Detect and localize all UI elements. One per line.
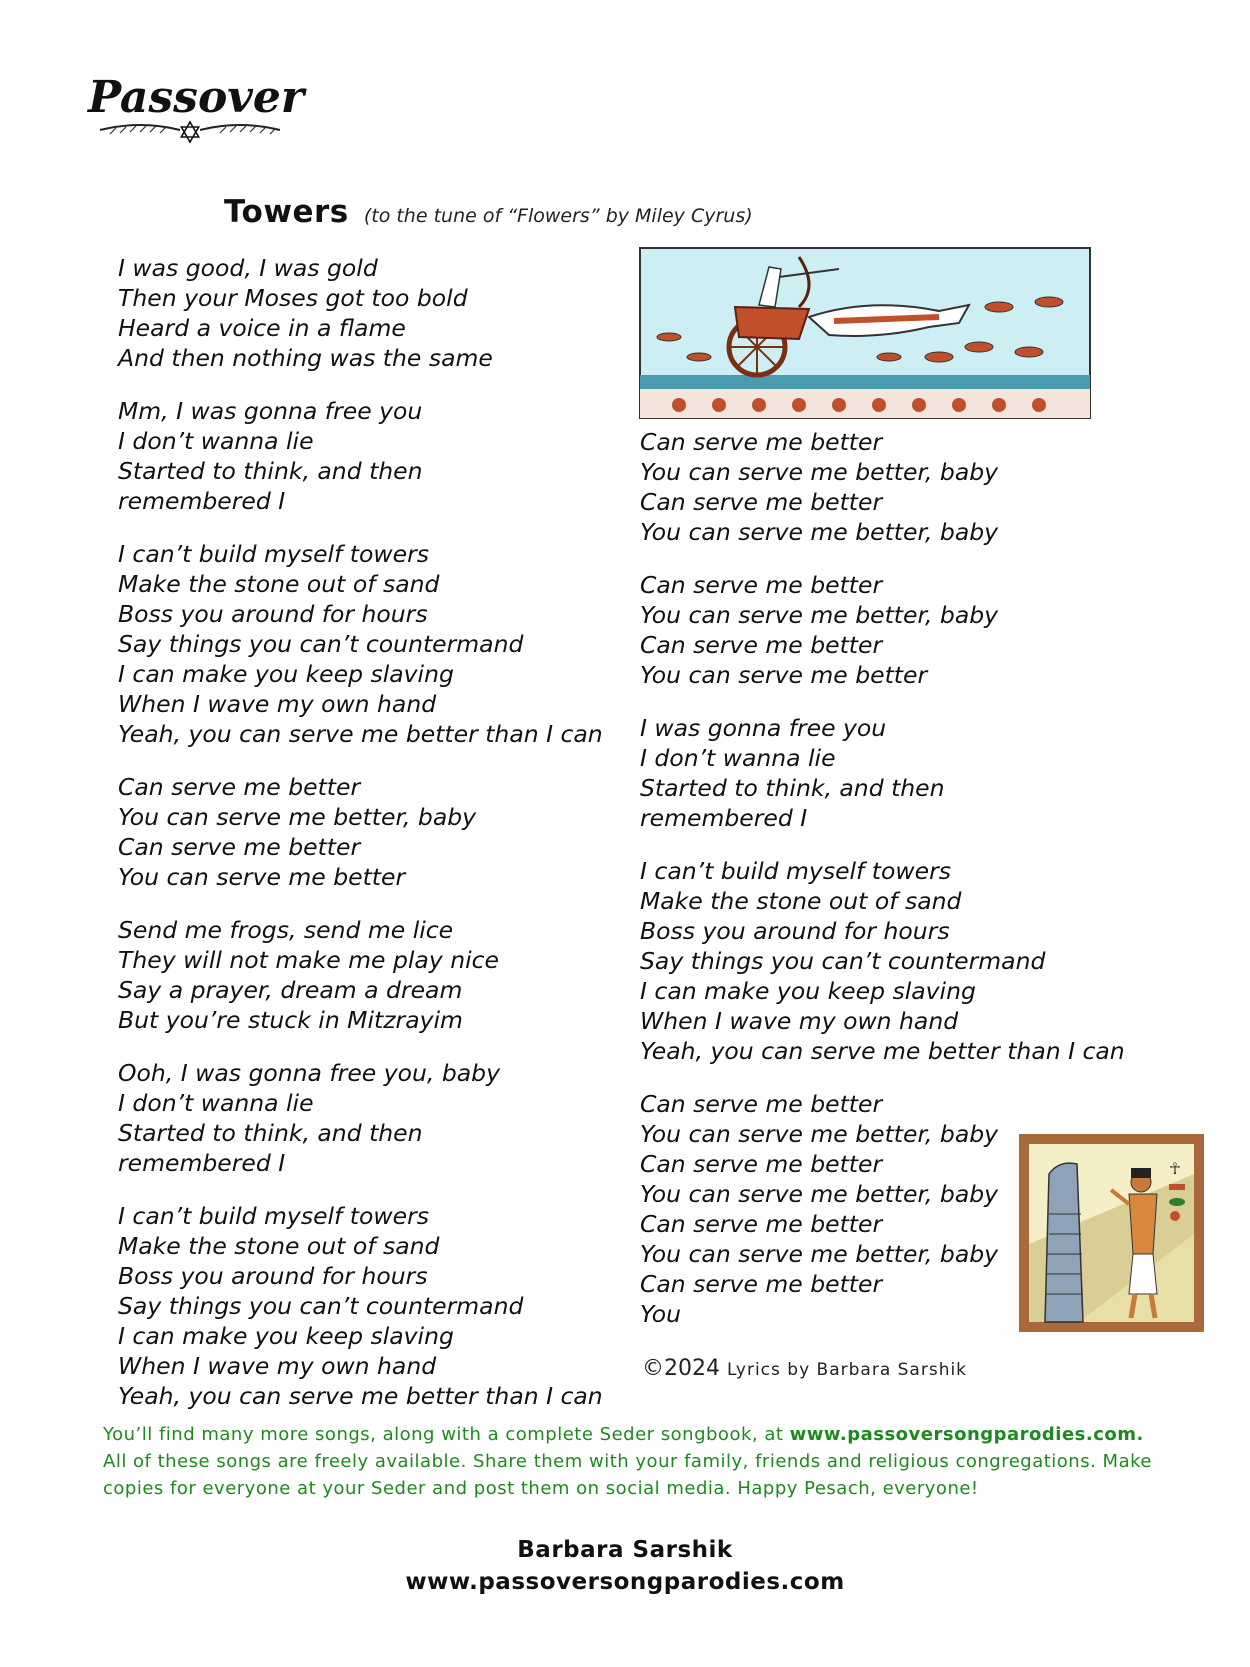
lyric-line: Can serve me better: [640, 1210, 883, 1238]
lyric-line: I can make you keep slaving: [118, 660, 454, 688]
passover-logo: [80, 60, 310, 150]
lyric-line: Can serve me better: [640, 428, 883, 456]
lyric-line: Can serve me better: [640, 1270, 883, 1298]
egyptian-chariot-illustration: [639, 247, 1091, 419]
lyric-line: You can serve me better, baby: [640, 518, 999, 546]
lyric-line: remembered I: [118, 487, 286, 515]
lyric-line: You can serve me better, baby: [640, 1240, 999, 1268]
lyric-line: Can serve me better: [640, 571, 883, 599]
lyric-line: And then nothing was the same: [118, 344, 493, 372]
lyric-line: Then your Moses got too bold: [118, 284, 468, 312]
lyric-line: Started to think, and then: [118, 1119, 423, 1147]
lyric-line: Yeah, you can serve me better than I can: [118, 1382, 603, 1410]
lyric-line: You can serve me better, baby: [640, 1180, 999, 1208]
lyric-line: Started to think, and then: [640, 774, 945, 802]
song-title: Towers: [224, 194, 349, 230]
lyric-line: Boss you around for hours: [640, 917, 950, 945]
lyric-line: I don’t wanna lie: [640, 744, 836, 772]
lyric-line: Can serve me better: [118, 773, 361, 801]
lyric-line: Make the stone out of sand: [118, 1232, 440, 1260]
lyric-line: You can serve me better, baby: [640, 1120, 999, 1148]
lyric-line: Can serve me better: [640, 1090, 883, 1118]
lyric-line: Started to think, and then: [118, 457, 423, 485]
footer-note: [103, 1421, 1173, 1502]
lyrics-stanza: [640, 856, 1160, 1066]
lyric-line: Can serve me better: [640, 1150, 883, 1178]
lyric-line: When I wave my own hand: [640, 1007, 959, 1035]
copyright-year: ©2024: [642, 1356, 720, 1381]
lyrics-stanza: [118, 253, 638, 373]
lyric-line: remembered I: [640, 804, 808, 832]
pharaoh-illustration: [1019, 1134, 1204, 1332]
lyric-line: Mm, I was gonna free you: [118, 397, 423, 425]
lyric-line: Boss you around for hours: [118, 1262, 428, 1290]
lyric-line: I was gonna free you: [640, 714, 887, 742]
lyric-line: Say things you can’t countermand: [118, 1292, 524, 1320]
song-title-row: [224, 194, 753, 230]
lyric-line: When I wave my own hand: [118, 690, 437, 718]
lyric-line: Say things you can’t countermand: [640, 947, 1046, 975]
lyric-line: Can serve me better: [118, 833, 361, 861]
lyric-line: Can serve me better: [640, 631, 883, 659]
logo-text: Passover: [88, 72, 305, 123]
lyrics-stanza: [118, 1058, 638, 1178]
lyric-line: You can serve me better, baby: [118, 803, 477, 831]
svg-text:☥: ☥: [1169, 1159, 1181, 1178]
lyric-line: Say a prayer, dream a dream: [118, 976, 463, 1004]
footer-line1: You’ll find many more songs, along with a complete Seder songbook, at: [103, 1424, 790, 1445]
lyrics-stanza: [118, 539, 638, 749]
lyrics-stanza: [118, 1201, 638, 1411]
lyric-line: Heard a voice in a flame: [118, 314, 406, 342]
copyright-credit: Lyrics by Barbara Sarshik: [727, 1360, 968, 1380]
lyrics-stanza: [640, 427, 1160, 547]
lyric-line: Make the stone out of sand: [118, 570, 440, 598]
copyright-notice: [642, 1356, 967, 1381]
lyric-line: I can make you keep slaving: [118, 1322, 454, 1350]
lyric-line: Make the stone out of sand: [640, 887, 962, 915]
lyric-line: I can’t build myself towers: [640, 857, 951, 885]
lyric-line: But you’re stuck in Mitzrayim: [118, 1006, 463, 1034]
lyric-line: I can’t build myself towers: [118, 1202, 429, 1230]
lyric-line: You can serve me better: [640, 661, 928, 689]
lyric-line: Yeah, you can serve me better than I can: [640, 1037, 1125, 1065]
star-of-david-icon: [181, 122, 198, 142]
lyrics-stanza: [640, 570, 1160, 690]
footer-line2: All of these songs are freely available. Share them with your family, friends and religious congregations. Make copies for everyone at your Seder and post them on social media. Happy Pesach, everyone!: [103, 1451, 1152, 1499]
lyric-line: You: [640, 1300, 682, 1328]
song-subtitle: (to the tune of “Flowers” by Miley Cyrus): [363, 205, 753, 227]
lyrics-stanza: [118, 915, 638, 1035]
lyric-line: You can serve me better, baby: [640, 601, 999, 629]
lyric-line: Ooh, I was gonna free you, baby: [118, 1059, 500, 1087]
lyric-line: I don’t wanna lie: [118, 1089, 314, 1117]
lyrics-stanza: [118, 396, 638, 516]
lyric-line: When I wave my own hand: [118, 1352, 437, 1380]
lyric-line: I was good, I was gold: [118, 254, 378, 282]
lyrics-left-column: [118, 253, 638, 1434]
author-name: Barbara Sarshik: [517, 1537, 733, 1563]
lyrics-stanza: [118, 772, 638, 892]
lyric-line: I can’t build myself towers: [118, 540, 429, 568]
lyric-line: They will not make me play nice: [118, 946, 499, 974]
footer-url-link[interactable]: www.passoversongparodies.com.: [789, 1424, 1144, 1445]
lyric-line: Yeah, you can serve me better than I can: [118, 720, 603, 748]
lyric-line: I don’t wanna lie: [118, 427, 314, 455]
lyric-line: I can make you keep slaving: [640, 977, 976, 1005]
lyric-line: Can serve me better: [640, 488, 883, 516]
lyrics-stanza: [640, 713, 1160, 833]
author-website-link[interactable]: www.passoversongparodies.com: [405, 1569, 845, 1595]
lyric-line: Send me frogs, send me lice: [118, 916, 454, 944]
lyric-line: remembered I: [118, 1149, 286, 1177]
lyric-line: You can serve me better, baby: [640, 458, 999, 486]
lyric-line: Boss you around for hours: [118, 600, 428, 628]
lyric-line: You can serve me better: [118, 863, 406, 891]
lyric-line: Say things you can’t countermand: [118, 630, 524, 658]
